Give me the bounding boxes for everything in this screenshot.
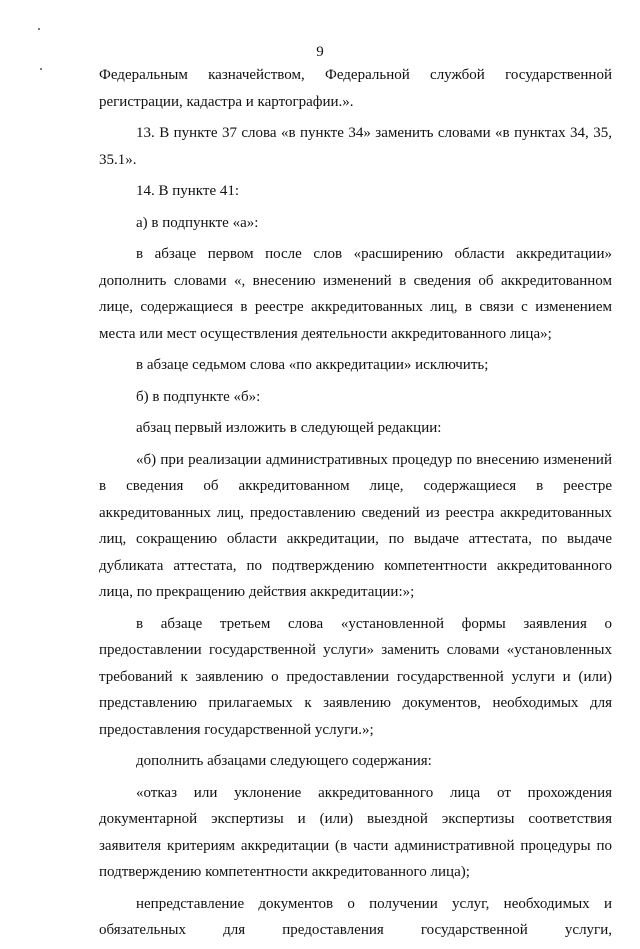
paragraph-amendment: в абзаце третьем слова «установленной формы заявления о предоставлении государственной услуги» заменить словами «установленных требований к заявлению о предоставлении государственной услуги и (или) представлению прилагаемых к заявлению документов, необходимых для предоставления государственной услуги.»; (99, 615, 612, 738)
scan-speck (38, 28, 40, 30)
paragraph-item-14: 14. В пункте 41: (136, 183, 240, 199)
page-number: 9 (316, 44, 324, 60)
paragraph-continuation: Федеральным казначейством, Федеральной службой государственной регистрации, кадастра и картографии.». (99, 67, 612, 110)
paragraph-amendment: в абзаце первом после слов «расширению области аккредитации» дополнить словами «, внесению изменений в сведения об аккредитованном лице, содержащиеся в реестре аккредитованных лиц, в связи с изменением места или мест осуществления деятельности аккредитованного лица»; (99, 246, 612, 342)
paragraph-quoted-text: «отказ или уклонение аккредитованного лица от прохождения документарной экспертизы и (или) выездной экспертизы соответствия заявителя критериям аккредитации (в части административной процедуры по подтверждению компетентности аккредитованного лица); (99, 784, 612, 880)
document-body (99, 62, 612, 949)
paragraph-subitem-b: б) в подпункте «б»: (136, 388, 261, 405)
paragraph-amendment: абзац первый изложить в следующей редакции: (136, 420, 442, 436)
paragraph-amendment: дополнить абзацами следующего содержания: (136, 753, 432, 769)
scan-speck (40, 68, 42, 70)
paragraph-quoted-text: непредставление документов о получении услуг, необходимых и обязательных для предоставления государственной услуги, (99, 895, 612, 938)
paragraph-subitem-a: а) в подпункте «а»: (136, 214, 259, 231)
paragraph-amendment: в абзаце седьмом слова «по аккредитации» исключить; (136, 357, 489, 373)
paragraph-quoted-text: «б) при реализации административных процедур по внесению изменений в сведения об аккредитованном лице, содержащиеся в реестре аккредитованных лиц, предоставлению сведений из реестра аккредитованных лиц, сокращению области аккредитации, по выдаче аттестата, по выдаче дубликата аттестата, по подтверждению компетентности аккредитованного лица, по прекращению действия аккредитации:»; (99, 451, 612, 600)
paragraph-item-13: 13. В пункте 37 слова «в пункте 34» заменить словами «в пунктах 34, 35, 35.1». (99, 125, 612, 168)
